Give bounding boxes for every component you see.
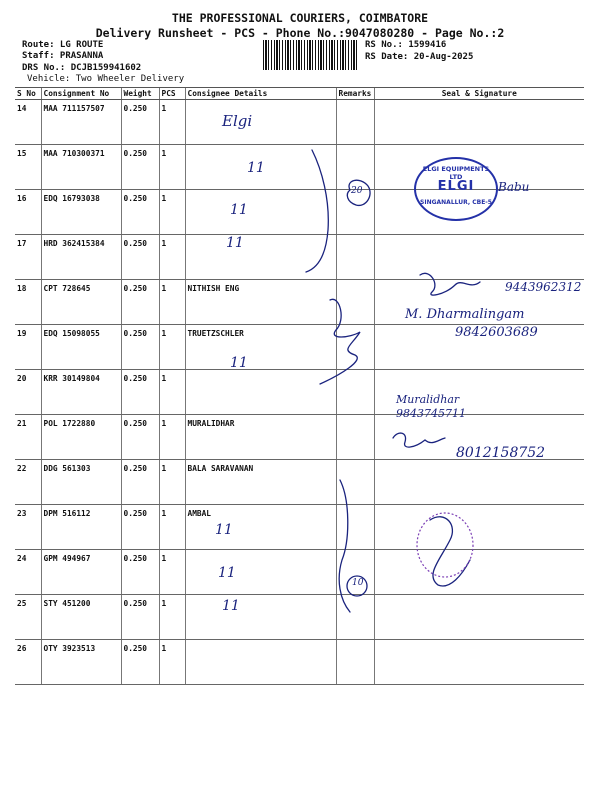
cell-sno: 17: [15, 235, 41, 280]
cell-weight: 0.250: [121, 325, 159, 370]
handwritten-phone: 9842603689: [455, 325, 538, 340]
cell-sno: 24: [15, 550, 41, 595]
handwritten-remark: 20: [351, 186, 363, 196]
handwritten-ditto: 11: [215, 522, 233, 538]
cell-consignee: TRUETZSCHLER: [185, 325, 336, 370]
cell-weight: 0.250: [121, 280, 159, 325]
signature-18: [420, 273, 480, 295]
cell-pcs: 1: [159, 370, 185, 415]
cell-weight: 0.250: [121, 190, 159, 235]
cell-pcs: 1: [159, 640, 185, 685]
cell-consignee: NITHISH ENG: [185, 280, 336, 325]
handwritten-elgi: Elgi: [222, 112, 253, 130]
cell-weight: 0.250: [121, 370, 159, 415]
staff-label: Staff: PRASANNA: [22, 51, 104, 61]
cell-weight: 0.250: [121, 505, 159, 550]
column-header: Consignee Details: [185, 88, 336, 100]
cell-consignee: MURALIDHAR: [185, 415, 336, 460]
cell-consignment: EDQ 15098055: [41, 325, 121, 370]
cell-weight: 0.250: [121, 235, 159, 280]
rs-number: RS No.: 1599416: [365, 40, 447, 50]
cell-weight: 0.250: [121, 640, 159, 685]
cell-sno: 25: [15, 595, 41, 640]
cell-weight: 0.250: [121, 550, 159, 595]
handwritten-ditto: 11: [247, 160, 265, 176]
cell-consignee: BALA SARAVANAN: [185, 460, 336, 505]
cell-sno: 26: [15, 640, 41, 685]
cell-pcs: 1: [159, 190, 185, 235]
cell-sno: 18: [15, 280, 41, 325]
cell-sno: 20: [15, 370, 41, 415]
stamp-bottom-text: SINGANALLUR, CBE-5: [420, 199, 492, 206]
cell-weight: 0.250: [121, 415, 159, 460]
handwritten-phone: 8012158752: [456, 445, 546, 461]
handwritten-name: M. Dharmalingam: [405, 307, 525, 322]
ditto-bracket-15-17: [306, 150, 328, 272]
handwritten-ditto: 11: [226, 235, 244, 251]
handwritten-name: Muralidhar: [396, 393, 460, 406]
cell-sno: 15: [15, 145, 41, 190]
handwritten-ditto: 11: [218, 565, 236, 581]
cell-consignee: AMBAL: [185, 505, 336, 550]
handwritten-phone: 9443962312: [505, 280, 582, 294]
handwritten-remark: 10: [352, 578, 364, 588]
cell-sno: 21: [15, 415, 41, 460]
handwritten-phone: 9843745711: [396, 407, 466, 420]
cell-weight: 0.250: [121, 100, 159, 145]
cell-consignment: DDG 561303: [41, 460, 121, 505]
cell-sno: 16: [15, 190, 41, 235]
cell-sno: 22: [15, 460, 41, 505]
cell-consignment: MAA 711157507: [41, 100, 121, 145]
cell-consignment: POL 1722880: [41, 415, 121, 460]
cell-pcs: 1: [159, 325, 185, 370]
cell-pcs: 1: [159, 550, 185, 595]
vehicle-label: Vehicle: Two Wheeler Delivery: [27, 74, 185, 84]
column-header: Seal & Signature: [374, 88, 584, 100]
column-header: S No: [15, 88, 41, 100]
cell-pcs: 1: [159, 460, 185, 505]
cell-sno: 19: [15, 325, 41, 370]
handwritten-signature: Babu: [498, 180, 530, 194]
column-header: PCS: [159, 88, 185, 100]
cell-consignment: DPM 516112: [41, 505, 121, 550]
cell-pcs: 1: [159, 235, 185, 280]
cell-pcs: 1: [159, 145, 185, 190]
cell-consignment: EDQ 16793038: [41, 190, 121, 235]
cell-weight: 0.250: [121, 145, 159, 190]
signature-22: [393, 433, 445, 447]
company-stamp: [414, 157, 498, 221]
handwritten-ditto: 11: [230, 355, 248, 371]
rs-date: RS Date: 20-Aug-2025: [365, 52, 474, 62]
column-header: Remarks: [336, 88, 374, 100]
cell-weight: 0.250: [121, 460, 159, 505]
stamp-logo-text: ELGI: [437, 179, 475, 194]
cell-pcs: 1: [159, 100, 185, 145]
company-title: THE PROFESSIONAL COURIERS, COIMBATORE: [171, 11, 429, 25]
stamp-top-text: ELGI EQUIPMENTS LTD: [422, 165, 490, 181]
cell-sno: 23: [15, 505, 41, 550]
cell-consignment: CPT 728645: [41, 280, 121, 325]
column-header: Weight: [121, 88, 159, 100]
cell-consignment: STY 451200: [41, 595, 121, 640]
cell-pcs: 1: [159, 505, 185, 550]
purple-stamp: [417, 513, 473, 577]
handwritten-ditto: 11: [222, 598, 240, 614]
cell-weight: 0.250: [121, 595, 159, 640]
cell-consignment: KRR 30149804: [41, 370, 121, 415]
column-header: Consignment No: [41, 88, 121, 100]
drs-number: DRS No.: DCJB159941602: [22, 63, 142, 73]
cell-sno: 14: [15, 100, 41, 145]
cell-consignment: HRD 362415384: [41, 235, 121, 280]
cell-consignment: MAA 710300371: [41, 145, 121, 190]
cell-pcs: 1: [159, 415, 185, 460]
cell-pcs: 1: [159, 280, 185, 325]
handwritten-ditto: 11: [230, 202, 248, 218]
signature-scribble-19: [320, 299, 360, 384]
cell-consignment: GPM 494967: [41, 550, 121, 595]
runsheet-subtitle: Delivery Runsheet - PCS - Phone No.:9047080280 - Page No.:2: [95, 26, 505, 40]
route-label: Route: LG ROUTE: [22, 40, 104, 50]
cell-pcs: 1: [159, 595, 185, 640]
cell-consignment: OTY 3923513: [41, 640, 121, 685]
